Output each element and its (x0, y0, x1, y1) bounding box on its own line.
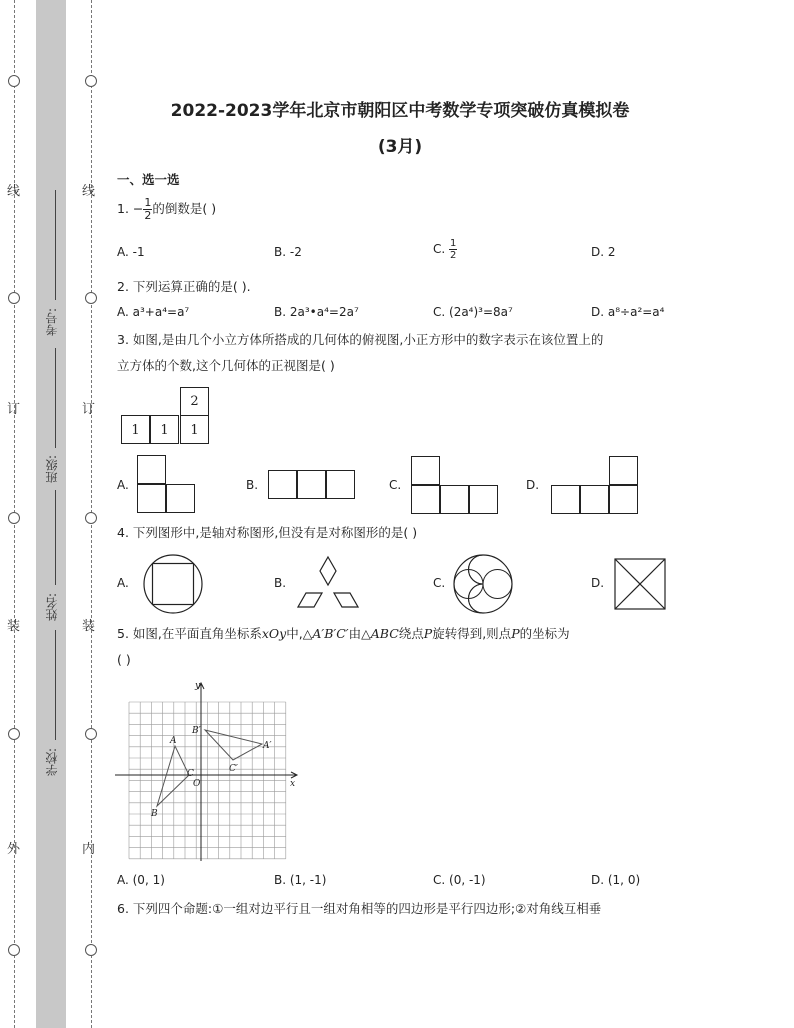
block (551, 485, 580, 514)
q4-option-d-label[interactable]: D. (591, 576, 605, 590)
question-3-line2: 立方体的个数,这个几何体的正视图是( ) (117, 358, 335, 373)
q1-number: 1. (117, 201, 129, 216)
q4-option-c-label[interactable]: C. (433, 576, 446, 590)
q4-option-c-figure[interactable] (452, 553, 514, 615)
q1-option-a[interactable]: A. -1 (117, 245, 145, 259)
question-5-line2: ( ) (117, 652, 131, 667)
binding-strip (36, 0, 66, 1028)
hole-right-3 (85, 512, 97, 524)
margin-label-left-2: 订 (7, 402, 21, 417)
grid-number: 1 (160, 423, 169, 438)
block (326, 470, 355, 499)
q2-option-d[interactable]: D. a⁸÷a²=a⁴ (591, 305, 665, 319)
graph-label-c-prime: C′ (229, 764, 238, 774)
question-1 (117, 196, 216, 222)
q5-option-a[interactable]: A. (0, 1) (117, 873, 165, 887)
question-3-line1: 3. 如图,是由几个小立方体所搭成的几何体的俯视图,小正方形中的数字表示在该位置上的 (117, 332, 604, 347)
q4-option-a-figure[interactable] (142, 553, 204, 615)
question-2: 2. 下列运算正确的是( ). (117, 279, 251, 294)
field-line-exam-no (55, 190, 56, 300)
block (137, 484, 166, 513)
margin-label-right-4: 内 (82, 842, 96, 857)
block (411, 485, 440, 514)
q2-option-c[interactable]: C. (2a⁴)³=8a⁷ (433, 305, 513, 319)
margin-label-left-1: 线 (7, 184, 21, 199)
block (137, 455, 166, 484)
q4-option-a-label[interactable]: A. (117, 576, 129, 590)
q3-option-a-label[interactable]: A. (117, 478, 129, 492)
grid-number: 1 (131, 423, 140, 438)
graph-label-a-prime: A′ (263, 741, 272, 751)
q3-option-d-label[interactable]: D. (526, 478, 540, 492)
margin-label-right-1: 线 (82, 184, 96, 199)
block (609, 456, 638, 485)
q4-option-b-figure[interactable] (297, 555, 359, 611)
document-title-line2: (3月) (377, 137, 423, 157)
hole-right-1 (85, 75, 97, 87)
block (411, 456, 440, 485)
q3-option-c-label[interactable]: C. (389, 478, 402, 492)
q1-option-d[interactable]: D. 2 (591, 245, 616, 259)
q5-option-b[interactable]: B. (1, -1) (274, 873, 327, 887)
q5-option-d[interactable]: D. (1, 0) (591, 873, 641, 887)
hole-right-4 (85, 728, 97, 740)
field-exam-no: 考号: (45, 308, 59, 337)
q2-option-b[interactable]: B. 2a³•a⁴=2a⁷ (274, 305, 359, 319)
margin-label-left-3: 装 (7, 619, 21, 634)
block (440, 485, 469, 514)
q1-fraction: $\frac{1}{2}$ (144, 196, 152, 222)
field-line-school (55, 630, 56, 740)
hole-left-4 (8, 728, 20, 740)
graph-label-o: O (193, 779, 201, 789)
graph-label-b: B (151, 809, 158, 819)
q5-coordinate-graph (115, 678, 305, 863)
graph-label-a: A (170, 736, 177, 746)
block (297, 470, 326, 499)
grid-number: 1 (190, 423, 199, 438)
block (580, 485, 609, 514)
block (469, 485, 498, 514)
field-line-class (55, 348, 56, 448)
graph-label-c: C (187, 769, 194, 779)
q1-minus: − (132, 201, 144, 216)
margin-label-right-3: 装 (82, 619, 96, 634)
margin-label-left-4: 外 (7, 842, 21, 857)
graph-label-x: x (290, 779, 296, 789)
hole-left-3 (8, 512, 20, 524)
grid-number: 2 (190, 394, 199, 409)
document-title-line1: 2022-2023学年北京市朝阳区中考数学专项突破仿真模拟卷 (170, 101, 630, 121)
hole-right-5 (85, 944, 97, 956)
hole-left-1 (8, 75, 20, 87)
q1-option-b[interactable]: B. -2 (274, 245, 302, 259)
q5-option-c[interactable]: C. (0, -1) (433, 873, 486, 887)
q1-text: 的倒数是( ) (152, 201, 217, 216)
hole-left-2 (8, 292, 20, 304)
field-name: 姓名: (45, 593, 59, 622)
q4-option-b-label[interactable]: B. (274, 576, 287, 590)
question-5-line1: 5. 如图,在平面直角坐标系xOy中,△A′B′C′由△ABC绕点P旋转得到,则点P的坐标为 (117, 626, 570, 641)
field-line-name (55, 490, 56, 585)
block (268, 470, 297, 499)
hole-right-2 (85, 292, 97, 304)
q2-option-a[interactable]: A. a³+a⁴=a⁷ (117, 305, 190, 319)
graph-label-y: y (195, 681, 201, 691)
question-6: 6. 下列四个命题:①一组对边平行且一组对角相等的四边形是平行四边形;②对角线互相垂 (117, 901, 602, 916)
q4-option-d-figure[interactable] (614, 558, 666, 610)
field-class: 班级: (45, 455, 59, 484)
section-heading: 一、选一选 (117, 172, 180, 187)
q1-option-c[interactable]: C. $\frac{1}{2}$ (433, 238, 457, 261)
field-school: 学校: (45, 748, 59, 777)
block (609, 485, 638, 514)
q3-option-b-label[interactable]: B. (246, 478, 259, 492)
graph-label-b-prime: B′ (192, 726, 201, 736)
hole-left-5 (8, 944, 20, 956)
margin-label-right-2: 订 (82, 402, 96, 417)
block (166, 484, 195, 513)
question-4: 4. 下列图形中,是轴对称图形,但没有是对称图形的是( ) (117, 525, 418, 540)
